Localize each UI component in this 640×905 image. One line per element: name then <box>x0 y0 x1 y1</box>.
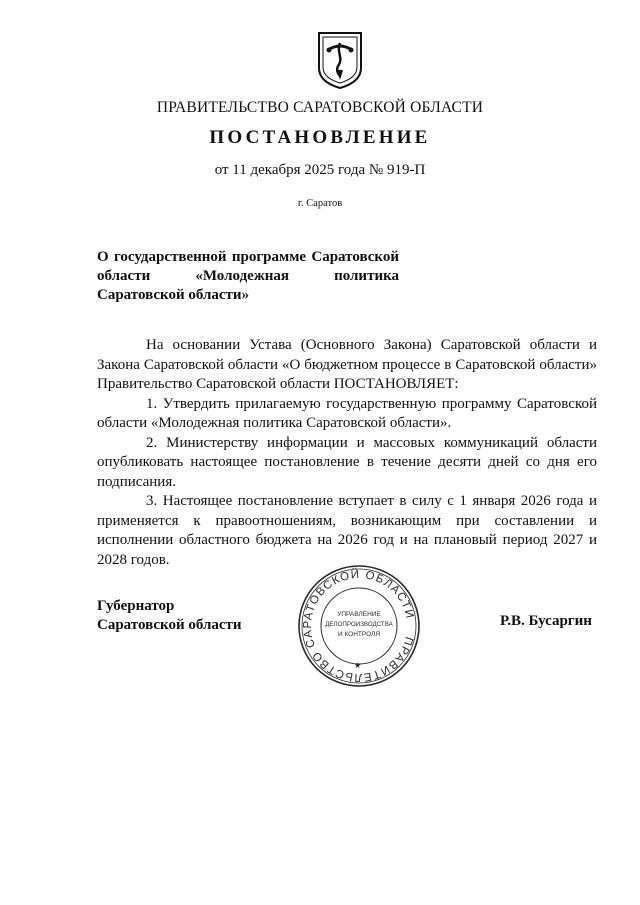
official-stamp <box>296 563 422 689</box>
stamp-outer-text: ПРАВИТЕЛЬСТВО САРАТОВСКОЙ ОБЛАСТИ <box>301 568 416 684</box>
body-paragraph: На основании Устава (Основного Закона) Саратовской области и Закона Саратовской области «О бюджетном процессе в Саратовской области» Правительство Саратовской области ПОСТАНОВЛЯЕТ: <box>97 337 597 392</box>
stamp-inner-line: И КОНТРОЛЯ <box>337 631 381 638</box>
svg-text:★: ★ <box>354 661 362 670</box>
signer-title-line: Губернатор <box>97 598 175 614</box>
document-subject: О государственной программе Саратовской области «Молодежная политика Саратовской области» <box>97 249 399 303</box>
government-name: ПРАВИТЕЛЬСТВО САРАТОВСКОЙ ОБЛАСТИ <box>156 99 484 116</box>
signer-name: Р.В. Бусаргин <box>500 613 592 629</box>
signer-title <box>97 597 242 635</box>
stamp-inner-line: ДЕЛОПРОИЗВОДСТВА <box>325 621 393 628</box>
document-city: г. Саратов <box>297 198 343 209</box>
document-date-number: от 11 декабря 2025 года № 919-П <box>214 162 426 178</box>
saratov-coat-of-arms-icon <box>316 30 364 90</box>
body-paragraph: 2. Министерству информации и массовых коммуникаций области опубликовать настоящее постановление в течение десяти дней со дня его подписания. <box>97 434 597 490</box>
stamp-inner-line: УПРАВЛЕНИЕ <box>337 611 381 618</box>
body-paragraph: 3. Настоящее постановление вступает в силу с 1 января 2026 года и применяется к правоотношениям, возникающим при составлении и исполнении областного бюджета на 2026 год и на плановый период 2027 и 2028 годов. <box>97 493 597 568</box>
document-body <box>97 336 597 570</box>
document-type: ПОСТАНОВЛЕНИЕ <box>209 127 431 148</box>
signer-title-line: Саратовской области <box>97 617 242 633</box>
body-paragraph: 1. Утвердить прилагаемую государственную программу Саратовской области «Молодежная политика Саратовской области». <box>97 395 597 431</box>
